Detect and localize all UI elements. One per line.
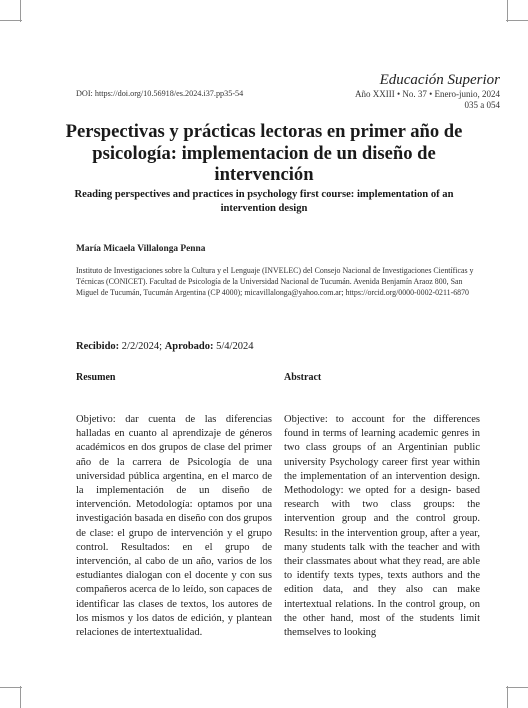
issue-line: Año XXIII • No. 37 • Enero-junio, 2024 [354, 89, 500, 99]
crop-mark [20, 0, 21, 22]
approved-label: Aprobado: [164, 341, 214, 352]
crop-mark [506, 20, 528, 21]
author-affiliation: Instituto de Investigaciones sobre la Cultura y el Lenguaje (INVELEC) del Consejo Nacional de Investigaciones Científicas y Técnicas (CONICET). Facultad de Psicología de la Universidad Nacional de Tucumán. Avenida Benjamín Araoz 800, San Miguel de Tucumán, Tucumán Argentina (CP 4000); micavillalonga@yahoo.com.ar; https://orcid.org/0000-0002-0211-6870 [76, 266, 474, 298]
crop-mark [507, 0, 508, 22]
received-date: 2/2/2024; [119, 341, 165, 352]
submission-dates [76, 341, 253, 352]
doi-text: DOI: https://doi.org/10.56918/es.2024.i37.pp35-54 [76, 89, 244, 98]
journal-name: Educación Superior [379, 72, 500, 88]
issue-info [300, 89, 500, 111]
crop-mark [0, 20, 22, 21]
approved-date: 5/4/2024 [213, 341, 254, 352]
crop-mark [506, 687, 528, 688]
author-name: María Micaela Villalonga Penna [76, 244, 206, 254]
article-title-es: Perspectivas y prácticas lectoras en primer año de psicología: implementacion de un diseño de intervención [65, 121, 463, 185]
abstract-heading: Abstract [284, 372, 322, 383]
crop-mark [20, 686, 21, 708]
crop-mark [0, 687, 22, 688]
article-title-en: Reading perspectives and practices in psychology first course: implementation of an intervention design [74, 189, 454, 214]
resumen-text: Objetivo: dar cuenta de las diferencias halladas en cuanto al aprendizaje de géneros académicos en dos grupos de clase del primer año de la carrera de Psicología de una universidad pública argentina, en el marco de la implementación de un diseño de intervención. Metodología: optamos por una investigación basada en diseño con dos grupos de clase: el grupo de intervención y el grupo control. Resultados: en el grupo de intervención, al cabo de un año, varios de los estudiantes dialogan con el docente y con sus compañeros acerca de lo leído, son capaces de identificar las clases de textos, los autores de los mismos y los datos de edición, y plantean relaciones de intertextualidad. [76, 414, 272, 639]
crop-mark [507, 686, 508, 708]
page-range: 035 a 054 [464, 100, 500, 110]
resumen-heading: Resumen [76, 372, 116, 383]
received-label: Recibido: [76, 341, 120, 352]
abstract-text: Objective: to account for the differences found in terms of learning academic genres in two class groups of an Argentinian public university Psychology career first year within the implementation of an intervention design. Methodology: we opted for a design- based research with two class groups: the intervention group and the control group. Results: in the intervention group, after a year, many students talk with the teacher and with their classmates about what they read, are able to identify texts types, texts authors and the edition data, and they also can make intertextual relations. In the control group, on the other hand, most of the students limit themselves to looking [284, 414, 480, 639]
